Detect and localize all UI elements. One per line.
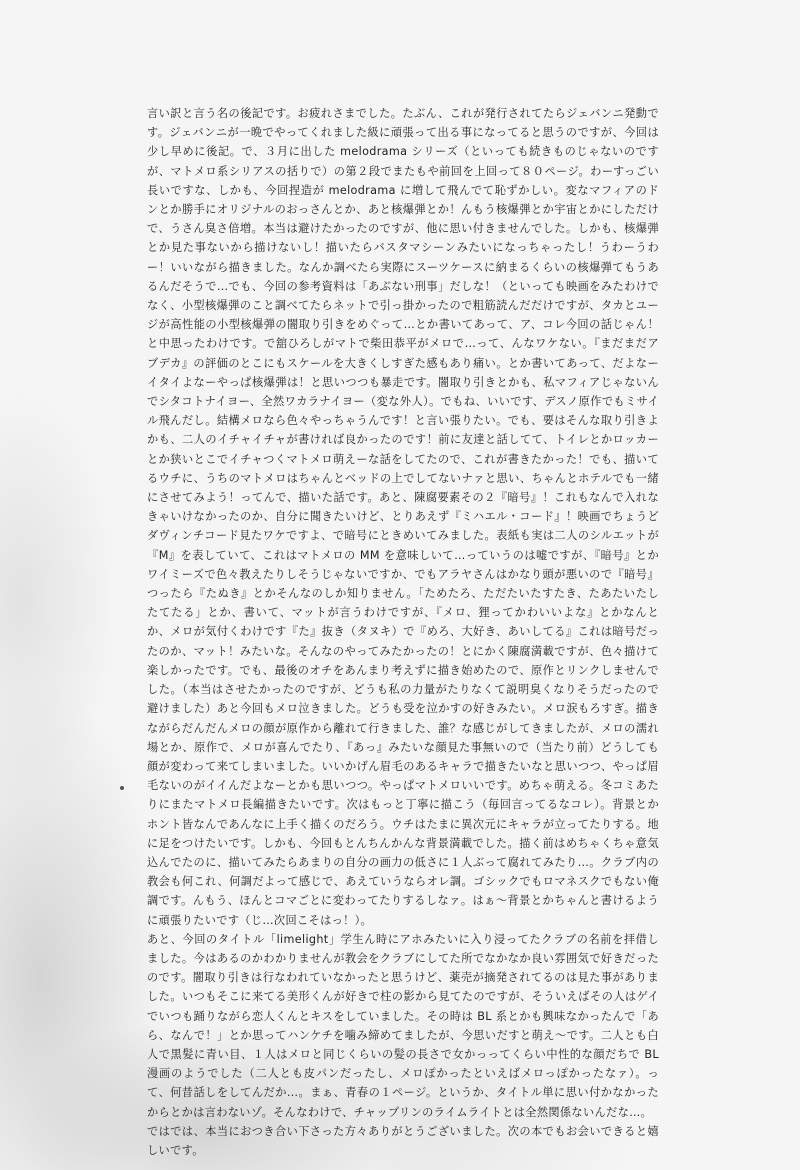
- afterword-text-block: [147, 104, 659, 1160]
- afterword-paragraph-1: 言い訳と言う名の後記です。お疲れさまでした。たぶん、これが発行されてたらジェバンニ発動です。ジェバンニが一晩でやってくれました級に頑張って出る事になってると思うのですが、今回は少し早めに後記。で、３月に出した melodrama シリーズ（といっても続きものじゃないのですが、マトメロ系シリアスの括りで）の第２段でまたもや前回を上回って８０ページ。わーすっごい長いですな、しかも、今回捏造が melodrama に増して飛んでて恥ずかしい。変なマフィアのドンとか勝手にオリジナルのおっさんとか、あと核爆弾とか！んもう核爆弾とか宇宙とかにしただけで、うさん臭さ倍増。本当は避けたかったのですが、他に思い付きませんでした。しかも、核爆弾とか見た事ないから描けないし！描いたらバスタマシーンみたいになっちゃったし！うわーうわー！いいながら描きました。なんか調べたら実際にスーツケースに納まるくらいの核爆弾てもうあるんだそうで…でも、今回の参考資料は「あぶない刑事」だしな！（といっても映画をみたわけでなく、小型核爆弾のこと調べてたらネットで引っ掛かったので粗筋読んだだけですが、タカとユージが高性能の小型核爆弾の闇取り引きをめぐって…とか書いてあって、ア、コレ今回の話じゃん！と中思ったわけです。で舘ひろしがマトで柴田恭平がメロで…って、んなワケない。『まだまだアブデカ』の評価のとこにもスケールを大きくしすぎた感もあり痛い。とか書いてあって、だよなーイタイよなーやっぱ核爆弾は！と思いつつも暴走です。闇取り引きとかも、私マフィアじゃないんでシタコトナイヨー、全然ワカラナイヨー（変な外人）。でもね、いいです、デスノ原作でもミサイル飛んだし。結構メロなら色々やっちゃうんです！と言い張りたい。でも、要はそんな取り引きよかも、二人のイチャイチャが書ければ良かったのです！前に友達と話してて、トイレとかロッカーとか狭いとこでイチャつくマトメロ萌えーな話をしてたので、これが書きたかった！でも、描いてるウチに、うちのマトメロはちゃんとベッドの上でしてないナァと思い、ちゃんとホテルでも一緒にさせてみよう！ってんで、描いた話です。あと、陳腐要素その２『暗号』！これもなんで入れなきゃいけなかったのか、自分に聞きたいけど、とりあえず『ミハエル・コード』！映画でちょうどダヴィンチコード見たワケですよ、で暗号にときめいてみました。表紙も実は二人のシルエットが『M』を表していて、これはマトメロの MM を意味しいて…っていうのは嘘ですが、『暗号』とかワイミーズで色々教えたりしそうじゃないですか、でもアラヤさんはかなり頭が悪いので『暗号』つったら『たぬき』とかそんなのしか知りません。「ためたろ、ただたいたすたき、たあたいたしたてたる」とか、書いて、マットが言うわけですが、『メロ、狸ってかわいいよな』とかなんとか、メロが気付くわけです『た』抜き（タヌキ）で『めろ、大好き、あいしてる』これは暗号だったのか、マット！みたいな。そんなのやってみたかったの！とにかく陳腐満載ですが、色々描けて楽しかったです。でも、最後のオチをあんまり考えずに描き始めたので、原作とリンクしませんでした。（本当はさせたかったのですが、どうも私の力量がたりなくて説明臭くなりそうだったので避けました）あと今回もメロ泣きました。どうも受を泣かすの好きみたい。メロ涙もろすぎ。描きながらだんだんメロの顔が原作から離れて行きました、誰？な感じがしてきましたが、メロの濡れ場とか、原作で、メロが喜んでたり、『あっ』みたいな顔見た事無いので（当たり前）どうしても顔が変わって来てしまいました。いいかげん眉毛のあるキャラで描きたいなと思いつつ、やっぱ眉毛ないのがイイんだよなーとかも思いつつ。やっぱマトメロいいです。めちゃ萌える。冬コミあたりにまたマトメロ長編描きたいです。次はもっと丁寧に描こう（毎回言ってるなコレ）。背景とかホント皆なんであんなに上手く描くのだろう。ウチはたまに異次元にキャラが立ってたりする。地に足をつけたいです。しかも、今回もとんちんかんな背景満載でした。描く前はめちゃくちゃ意気込んでたのに、描いてみたらあまりの自分の画力の低さに１人ぶって腐れてみたり…。クラブ内の教会も何これ、何調だよって感じで、あえていうならオレ調。ゴシックでもロマネスクでもない俺調です。んもう、ほんとコマごとに変わってたりするしなァ。はぁ〜背景とかちゃんと書けるように頑張りたいです（じ…次回こそはっ！）。: [147, 107, 659, 927]
- ink-speck: [120, 786, 124, 790]
- afterword-paragraph-3: ではでは、本当におつき合い下さった方々ありがとうございました。次の本でもお会いできると嬉しいです。: [147, 1124, 659, 1157]
- afterword-paragraph-2: あと、今回のタイトル「limelight」学生ん時にアホみたいに入り浸ってたクラブの名前を拝借しました。今はあるのかわかりませんが教会をクラブにしてた所でなかなか良い雰囲気で好きだったのです。闇取り引きは行なわれていなかったと思うけど、薬売が摘発されてるのは見た事がありました。いつもそこに来てる美形くんが好きで柱の影から見てたのですが、そういえばその人はゲイでいつも踊りながら恋人くんとキスをしていました。その時は BL 系とかも興味なかったんで「あら、なんで！」とか思ってハンケチを噛み締めてましたが、今思いだすと萌え〜です。二人とも白人で黒髪に青い目、１人はメロと同じくらいの髪の長さで女かっってくらい中性的な顔だちで BL 漫画のようでした（二人とも皮パンだったし、メロぽかったといえばメロっぽかったなァ）。って、何昔話しをしてんだか…。まぁ、青春の１ページ。というか、タイトル単に思い付かなかったからとかは言わないゾ。そんなわけで、チャップリンのライムライトとは全然関係ないんだな…。: [147, 932, 659, 1119]
